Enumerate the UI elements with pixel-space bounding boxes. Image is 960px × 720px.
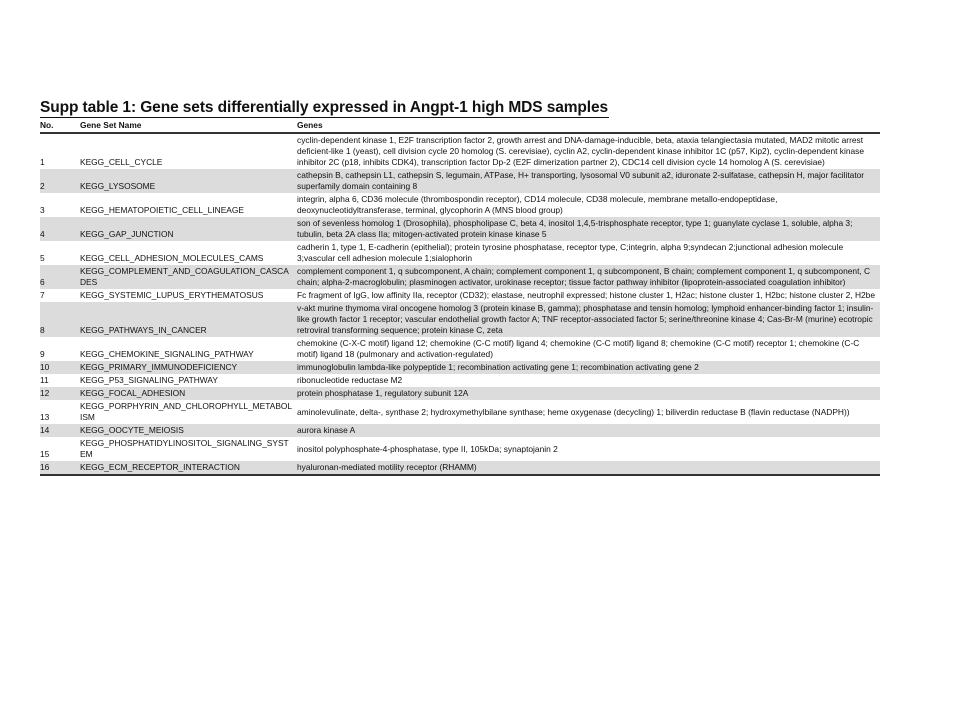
gene-set-name: KEGG_P53_SIGNALING_PATHWAY — [80, 375, 218, 385]
table-row — [40, 217, 880, 241]
gene-list-cell — [297, 387, 880, 400]
gene-set-name-cell — [80, 289, 297, 302]
table-row — [40, 289, 880, 302]
gene-set-name-cell — [80, 302, 297, 337]
gene-set-name: KEGG_PORPHYRIN_AND_CHLOROPHYLL_METABOLISM — [80, 401, 293, 422]
gene-list: integrin, alpha 6, CD36 molecule (thrombospondin receptor), CD14 molecule, CD38 molecule, membrane metallo-endopeptidase, deoxynucleotidyltransferase, terminal, glycophorin A (MNS blood group) — [297, 194, 778, 215]
gene-set-name-cell — [80, 169, 297, 193]
table-row — [40, 424, 880, 437]
gene-set-name-cell — [80, 265, 297, 289]
table-row — [40, 302, 880, 337]
row-number: 14 — [40, 425, 50, 435]
gene-set-name-cell — [80, 400, 297, 424]
gene-set-name: KEGG_PRIMARY_IMMUNODEFICIENCY — [80, 362, 238, 372]
row-number: 11 — [40, 375, 49, 385]
row-number: 6 — [40, 277, 45, 287]
gene-list: ribonucleotide reductase M2 — [297, 375, 403, 385]
gene-list-cell — [297, 461, 880, 475]
gene-set-name: KEGG_SYSTEMIC_LUPUS_ERYTHEMATOSUS — [80, 290, 264, 300]
gene-set-name: KEGG_HEMATOPOIETIC_CELL_LINEAGE — [80, 205, 244, 215]
table-row — [40, 461, 880, 475]
gene-list-cell — [297, 337, 880, 361]
row-number-cell — [40, 193, 80, 217]
table-row — [40, 193, 880, 217]
row-number-cell — [40, 437, 80, 461]
table-title: Supp table 1: Gene sets differentially expressed in Angpt-1 high MDS samples — [40, 99, 609, 116]
row-number: 4 — [40, 229, 45, 239]
gene-list: Fc fragment of IgG, low affinity IIa, receptor (CD32); elastase, neutrophil expressed; histone cluster 1, H2ac; histone cluster 1, H2bc; histone cluster 2, H2be — [297, 290, 876, 300]
gene-set-name: KEGG_GAP_JUNCTION — [80, 229, 174, 239]
row-number-cell — [40, 289, 80, 302]
row-number-cell — [40, 461, 80, 475]
row-number: 15 — [40, 449, 50, 459]
gene-set-name: KEGG_COMPLEMENT_AND_COAGULATION_CASCADES — [80, 266, 289, 287]
gene-list: aminolevulinate, delta-, synthase 2; hydroxymethylbilane synthase; heme oxygenase (decycling) 1; biliverdin reductase B (flavin reductase (NADPH)) — [297, 406, 850, 417]
row-number: 10 — [40, 362, 50, 372]
table-row — [40, 374, 880, 387]
gene-list-cell — [297, 169, 880, 193]
gene-set-name: KEGG_ECM_RECEPTOR_INTERACTION — [80, 462, 240, 472]
gene-set-name-cell — [80, 337, 297, 361]
row-number: 1 — [40, 157, 45, 167]
gene-set-name-cell — [80, 387, 297, 400]
gene-list-cell — [297, 400, 880, 424]
gene-set-name: KEGG_CELL_CYCLE — [80, 157, 163, 167]
table-row — [40, 387, 880, 400]
table-row — [40, 169, 880, 193]
gene-set-name: KEGG_CELL_ADHESION_MOLECULES_CAMS — [80, 253, 264, 263]
gene-set-name-cell — [80, 437, 297, 461]
gene-list-cell — [297, 193, 880, 217]
gene-set-name-cell — [80, 361, 297, 374]
gene-list: cyclin-dependent kinase 1, E2F transcription factor 2, growth arrest and DNA-damage-inducible, beta, ataxia telangiectasia mutated, MAD2 mitotic arrest deficient-like 1 (yeast), cell division cycle 20 homolog (S. cerevisiae), cyclin A2, cyclin-dependent kinase inhibitor 1C (p57, Kip2), cyclin-dependent kinase inhibitor 2C (p18, inhibits CDK4), transcription factor Dp-2 (E2F dimerization partner 2), CDC14 cell division cycle 14 homolog A (S. cerevisiae) — [297, 135, 864, 167]
gene-set-name: KEGG_OOCYTE_MEIOSIS — [80, 425, 184, 435]
row-number: 13 — [40, 412, 50, 422]
gene-set-name-cell — [80, 461, 297, 475]
row-number: 9 — [40, 349, 45, 359]
gene-set-table — [40, 118, 880, 476]
gene-list-cell — [297, 437, 880, 461]
table-body — [40, 133, 880, 475]
column-header-genes: Genes — [297, 118, 880, 133]
gene-set-name-cell — [80, 193, 297, 217]
row-number-cell — [40, 302, 80, 337]
table-header-row — [40, 118, 880, 133]
row-number-cell — [40, 133, 80, 169]
gene-set-name: KEGG_FOCAL_ADHESION — [80, 388, 186, 398]
gene-set-name: KEGG_LYSOSOME — [80, 181, 156, 191]
gene-set-name-cell — [80, 241, 297, 265]
gene-set-name: KEGG_CHEMOKINE_SIGNALING_PATHWAY — [80, 349, 254, 359]
row-number: 3 — [40, 205, 45, 215]
gene-list-cell — [297, 265, 880, 289]
table-row — [40, 241, 880, 265]
row-number-cell — [40, 265, 80, 289]
gene-list: hyaluronan-mediated motility receptor (RHAMM) — [297, 462, 477, 472]
gene-list: inositol polyphosphate-4-phosphatase, type II, 105kDa; synaptojanin 2 — [297, 443, 558, 454]
gene-list-cell — [297, 133, 880, 169]
document — [40, 98, 880, 476]
gene-list-cell — [297, 217, 880, 241]
row-number-cell — [40, 217, 80, 241]
gene-set-name-cell — [80, 133, 297, 169]
row-number-cell — [40, 337, 80, 361]
table-row — [40, 133, 880, 169]
gene-list-cell — [297, 302, 880, 337]
table-row — [40, 361, 880, 374]
row-number-cell — [40, 241, 80, 265]
row-number: 12 — [40, 388, 50, 398]
row-number: 7 — [40, 290, 45, 300]
gene-list: immunoglobulin lambda-like polypeptide 1; recombination activating gene 1; recombination activating gene 2 — [297, 362, 699, 372]
row-number-cell — [40, 400, 80, 424]
gene-list: complement component 1, q subcomponent, A chain; complement component 1, q subcomponent, B chain; complement component 1, q subcomponent, C chain; alpha-2-macroglobulin; plasminogen activator, urokinase receptor; tissue factor pathway inhibitor (lipoprotein-associated coagulation inhibitor) — [297, 266, 871, 287]
row-number: 8 — [40, 325, 45, 335]
gene-list-cell — [297, 289, 880, 302]
gene-set-name: KEGG_PATHWAYS_IN_CANCER — [80, 325, 207, 335]
row-number-cell — [40, 169, 80, 193]
gene-list: chemokine (C-X-C motif) ligand 12; chemokine (C-C motif) ligand 4; chemokine (C-C motif) ligand 8; chemokine (C-C motif) receptor 1; chemokine (C-C motif) ligand 18 (pulmonary and activation-regulated) — [297, 338, 860, 359]
gene-list: aurora kinase A — [297, 425, 356, 435]
gene-set-name: KEGG_PHOSPHATIDYLINOSITOL_SIGNALING_SYSTEM — [80, 438, 289, 459]
table-row — [40, 400, 880, 424]
row-number: 5 — [40, 253, 45, 263]
gene-list-cell — [297, 361, 880, 374]
gene-list-cell — [297, 374, 880, 387]
column-header-gene-set-name: Gene Set Name — [80, 118, 297, 133]
gene-set-name-cell — [80, 374, 297, 387]
table-row — [40, 265, 880, 289]
row-number-cell — [40, 424, 80, 437]
column-header-no: No. — [40, 118, 80, 133]
gene-set-name-cell — [80, 217, 297, 241]
gene-list: cathepsin B, cathepsin L1, cathepsin S, legumain, ATPase, H+ transporting, lysosomal V0 subunit a2, iduronate 2-sulfatase, cathepsin H, major facilitator superfamily domain containing 8 — [297, 170, 865, 191]
row-number-cell — [40, 387, 80, 400]
gene-set-name-cell — [80, 424, 297, 437]
gene-list: son of sevenless homolog 1 (Drosophila), phospholipase C, beta 4, inositol 1,4,5-trisphosphate receptor, type 1; guanylate cyclase 1, soluble, alpha 3; tubulin, beta 2A class IIa; mitogen-activated protein kinase kinase 5 — [297, 218, 853, 239]
table-row — [40, 337, 880, 361]
gene-list: v-akt murine thymoma viral oncogene homolog 3 (protein kinase B, gamma); phosphatase and tensin homolog; lymphoid enhancer-binding factor 1; insulin-like growth factor 1 receptor; vascular endothelial growth factor A; TNF receptor-associated factor 5; serine/threonine kinase 4; Cas-Br-M (murine) ecotropic retroviral transforming sequence; protein kinase C, zeta — [297, 303, 874, 335]
row-number-cell — [40, 374, 80, 387]
row-number-cell — [40, 361, 80, 374]
table-row — [40, 437, 880, 461]
gene-list-cell — [297, 424, 880, 437]
gene-list: cadherin 1, type 1, E-cadherin (epithelial); protein tyrosine phosphatase, receptor type, C;integrin, alpha 9;syndecan 2;junctional adhesion molecule 3;vascular cell adhesion molecule 1;sialophorin — [297, 242, 844, 263]
row-number: 16 — [40, 462, 50, 472]
gene-list-cell — [297, 241, 880, 265]
gene-list: protein phosphatase 1, regulatory subunit 12A — [297, 388, 469, 398]
row-number: 2 — [40, 181, 45, 191]
